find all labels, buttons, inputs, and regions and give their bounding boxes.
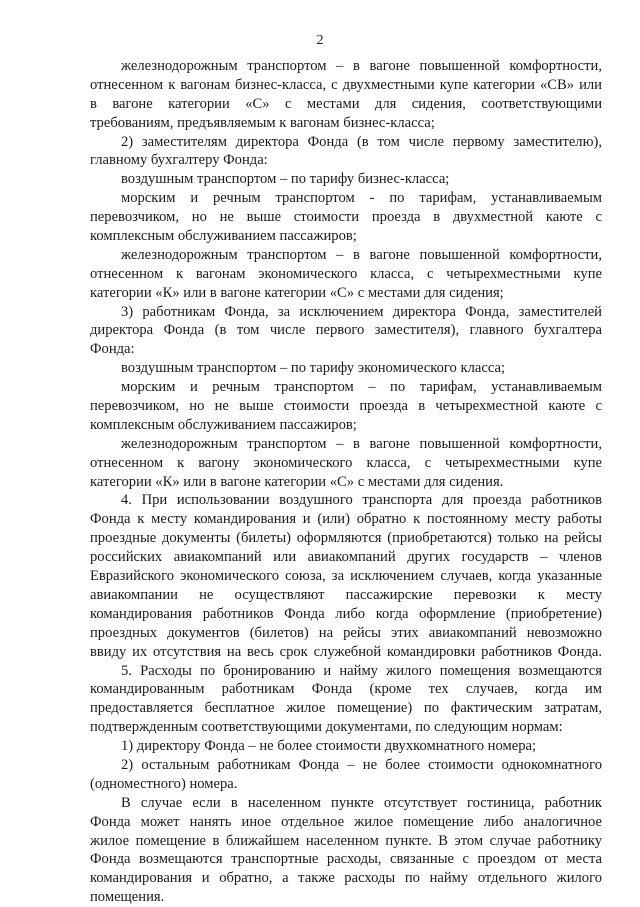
text-line: категории «К» или в вагоне категории «С» с местами для сидения;	[90, 284, 504, 301]
text-line: требованиям, предъявляемым к вагонам бизнес-класса;	[90, 114, 435, 131]
text-line: воздушным транспортом – по тарифу экономического класса;	[121, 360, 506, 377]
text-line: подтвержденным соответствующими документами, по следующим нормам:	[90, 719, 563, 736]
text-line: морским и речным транспортом – по тарифам, устанавливаемым	[121, 379, 602, 396]
document-body	[90, 57, 602, 907]
text-line: комплексным обслуживанием пассажиров;	[90, 228, 357, 245]
text-line: командирования и обратно, а также расходы по найму отдельного жилого	[90, 870, 602, 887]
text-line: воздушным транспортом – по тарифу бизнес-класса;	[121, 171, 450, 188]
text-line: железнодорожным транспортом – в вагоне повышенной комфортности,	[121, 58, 602, 74]
text-line: В случае если в населенном пункте отсутствует гостиница, работник	[121, 794, 602, 811]
text-line: отнесенном к вагонам бизнес-класса, с двухместными купе категории «СВ» или	[90, 76, 602, 93]
text-line: Фонда:	[90, 341, 135, 358]
text-line: морским и речным транспортом - по тарифам, устанавливаемым	[121, 190, 602, 207]
text-line: помещения.	[90, 889, 165, 906]
text-line: жилое помещение в ближайшем населенном пункте. В этом случае работнику	[90, 832, 602, 849]
page-number: 2	[316, 33, 324, 48]
text-line: командированным работникам Фонда (кроме тех случаев, когда им	[90, 681, 602, 698]
text-line: проездных документов (билетов) на рейсы этих авиакомпаний невозможно	[90, 624, 602, 641]
text-line: 4. При использовании воздушного транспорта для проезда работников	[121, 492, 602, 509]
text-line: Фонда к месту командирования и (или) обратно к постоянному месту работы	[90, 511, 602, 528]
text-line: перевозчиком, но не выше стоимости проезда в четырехместной каюте с	[90, 398, 602, 415]
text-line: проездные документы (билеты) оформляются (приобретаются) только на рейсы	[90, 530, 602, 547]
text-line: 2) остальным работникам Фонда – не более стоимости однокомнатного	[121, 756, 602, 773]
text-line: 2) заместителям директора Фонда (в том числе первому заместителю),	[121, 133, 602, 150]
text-line: 5. Расходы по бронированию и найму жилого помещения возмещаются	[121, 662, 602, 679]
text-line: железнодорожным транспортом – в вагоне повышенной комфортности,	[121, 246, 602, 263]
text-line: категории «К» или в вагоне категории «С» с местами для сидения.	[90, 473, 504, 490]
text-line: 1) директору Фонда – не более стоимости двухкомнатного номера;	[121, 738, 537, 755]
text-line: ввиду их отсутствия на весь срок служебной командировки работников Фонда.	[90, 643, 602, 660]
text-line: железнодорожным транспортом – в вагоне повышенной комфортности,	[121, 435, 602, 452]
text-line: перевозчиком, но не выше стоимости проезда в двухместной каюте с	[90, 209, 602, 226]
text-line: Фонда может нанять иное отдельное жилое помещение либо аналогичное	[90, 813, 602, 830]
text-line: отнесенном к вагонам экономического класса, с четырехместными купе	[90, 265, 602, 282]
text-line: предоставляется бесплатное жилое помещение) по фактическим затратам,	[90, 700, 602, 717]
text-line: Евразийского экономического союза, за исключением случаев, когда указанные	[90, 568, 602, 585]
text-line: авиакомпании не осуществляют пассажирские перевозки к месту	[90, 586, 602, 603]
text-line: в вагоне категории «С» с местами для сидения, соответствующими	[90, 95, 602, 112]
text-line: отнесенном к вагону экономического класса, с четырехместными купе	[90, 454, 602, 471]
text-line: (одноместного) номера.	[90, 775, 238, 792]
text-line: 3) работникам Фонда, за исключением директора Фонда, заместителей	[121, 303, 602, 320]
text-line: российских авиакомпаний или авиакомпаний других государств – членов	[90, 549, 602, 566]
text-line: командирования работников Фонда либо когда оформление (приобретение)	[90, 605, 602, 622]
text-line: Фонда возмещаются транспортные расходы, связанные с проездом от места	[90, 851, 602, 868]
text-line: директора Фонда (в том числе первого заместителя), главного бухгалтера	[90, 322, 602, 339]
text-line: главному бухгалтеру Фонда:	[90, 152, 268, 169]
text-line: комплексным обслуживанием пассажиров;	[90, 416, 357, 433]
